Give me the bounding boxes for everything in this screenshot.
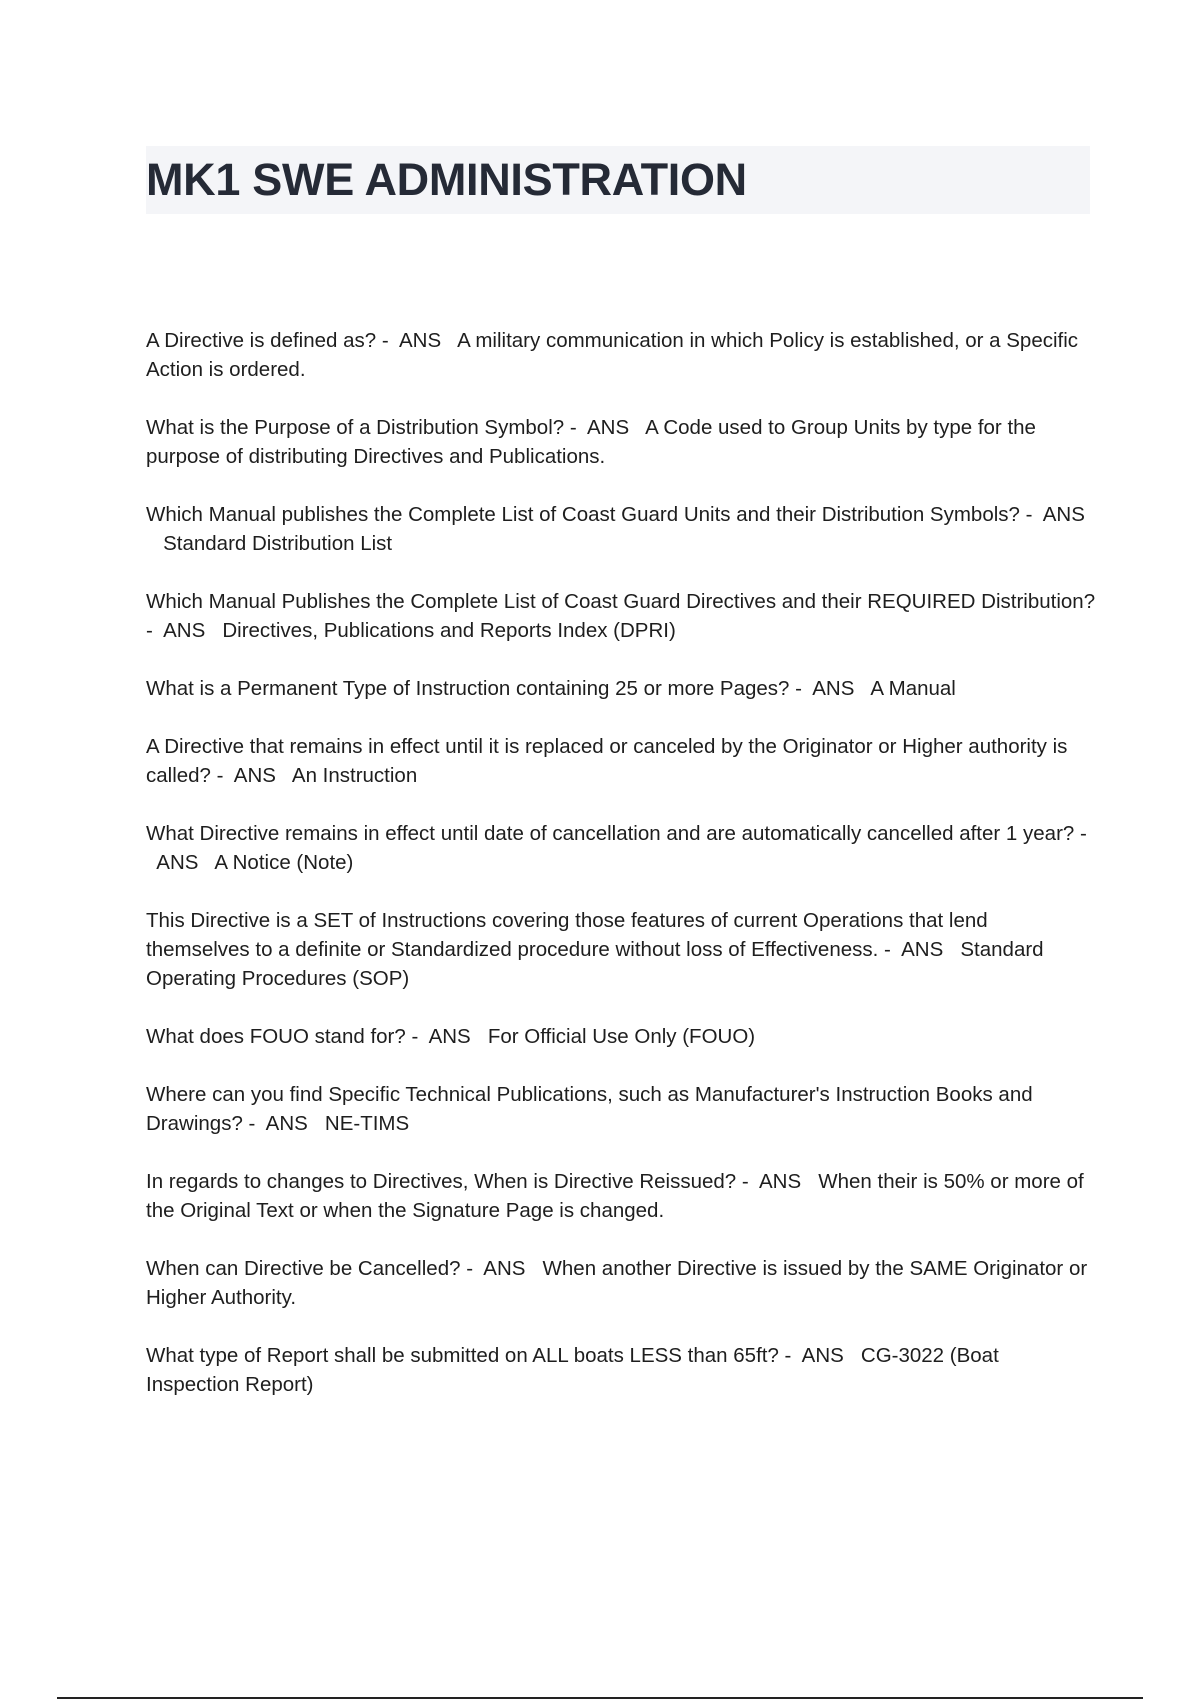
qa-item [146, 732, 1096, 790]
answer-marker: ANS [483, 1257, 526, 1280]
question-text: Where can you find Specific Technical Publications, such as Manufacturer's Instruction Books and Drawings? - [146, 1083, 1033, 1135]
answer-text: For Official Use Only (FOUO) [487, 1025, 756, 1048]
question-text: Which Manual Publishes the Complete List of Coast Guard Directives and their REQUIRED Distribution? - [146, 590, 1096, 642]
question-text: What does FOUO stand for? - [146, 1025, 419, 1048]
qa-item [146, 587, 1096, 645]
qa-item [146, 326, 1096, 384]
answer-text: Standard Operating Procedures (SOP) [146, 938, 1044, 990]
question-text: What Directive remains in effect until date of cancellation and are automatically cancelled after 1 year? - [146, 822, 1087, 845]
question-text: What is a Permanent Type of Instruction containing 25 or more Pages? - [146, 677, 802, 700]
question-text: A Directive that remains in effect until it is replaced or canceled by the Originator or Higher authority is called? - [146, 735, 1068, 787]
qa-item [146, 674, 1096, 703]
answer-text: Directives, Publications and Reports Index (DPRI) [222, 619, 676, 642]
answer-marker: ANS [901, 938, 944, 961]
answer-text: When another Directive is issued by the SAME Originator or Higher Authority. [146, 1257, 1088, 1309]
qa-list [146, 326, 1096, 1428]
title-band [146, 146, 1090, 214]
question-text: A Directive is defined as? - [146, 329, 389, 352]
answer-text: A Manual [870, 677, 956, 700]
answer-marker: ANS [398, 329, 442, 352]
answer-text: CG-3022 (Boat Inspection Report) [146, 1344, 999, 1396]
answer-marker: ANS [156, 851, 199, 874]
answer-text: A Notice (Note) [214, 851, 354, 874]
answer-marker: ANS [759, 1170, 802, 1193]
question-text: Which Manual publishes the Complete List of Coast Guard Units and their Distribution Symbols? - [146, 503, 1033, 526]
question-text: What is the Purpose of a Distribution Symbol? - [146, 416, 577, 439]
page-title: MK1 SWE ADMINISTRATION [146, 154, 747, 205]
answer-marker: ANS [265, 1112, 308, 1135]
answer-text: An Instruction [291, 764, 418, 787]
question-text: This Directive is a SET of Instructions covering those features of current Operations that lend themselves to a definite or Standardized procedure without loss of Effectiveness. - [146, 909, 988, 961]
answer-marker: ANS [586, 416, 630, 439]
answer-text: A Code used to Group Units by type for the purpose of distributing Directives and Publications. [146, 416, 1036, 468]
qa-item [146, 1341, 1096, 1399]
qa-item [146, 1022, 1096, 1051]
answer-text: When their is 50% or more of the Original Text or when the Signature Page is changed. [146, 1170, 1084, 1222]
question-text: What type of Report shall be submitted on ALL boats LESS than 65ft? - [146, 1344, 792, 1367]
qa-item [146, 1254, 1096, 1312]
answer-marker: ANS [233, 764, 276, 787]
answer-marker: ANS [812, 677, 855, 700]
qa-item [146, 413, 1096, 471]
footer-rule [57, 1697, 1143, 1699]
answer-text: NE-TIMS [324, 1112, 410, 1135]
qa-item [146, 819, 1096, 877]
answer-marker: ANS [428, 1025, 471, 1048]
question-text: In regards to changes to Directives, When is Directive Reissued? - [146, 1170, 749, 1193]
qa-item [146, 1080, 1096, 1138]
answer-marker: ANS [1042, 503, 1085, 526]
answer-marker: ANS [801, 1344, 844, 1367]
question-text: When can Directive be Cancelled? - [146, 1257, 474, 1280]
answer-text: Standard Distribution List [163, 532, 393, 555]
qa-item [146, 1167, 1096, 1225]
answer-marker: ANS [163, 619, 206, 642]
answer-text: A military communication in which Policy is established, or a Specific Action is ordered. [146, 329, 1079, 381]
qa-item [146, 500, 1096, 558]
qa-item [146, 906, 1096, 993]
